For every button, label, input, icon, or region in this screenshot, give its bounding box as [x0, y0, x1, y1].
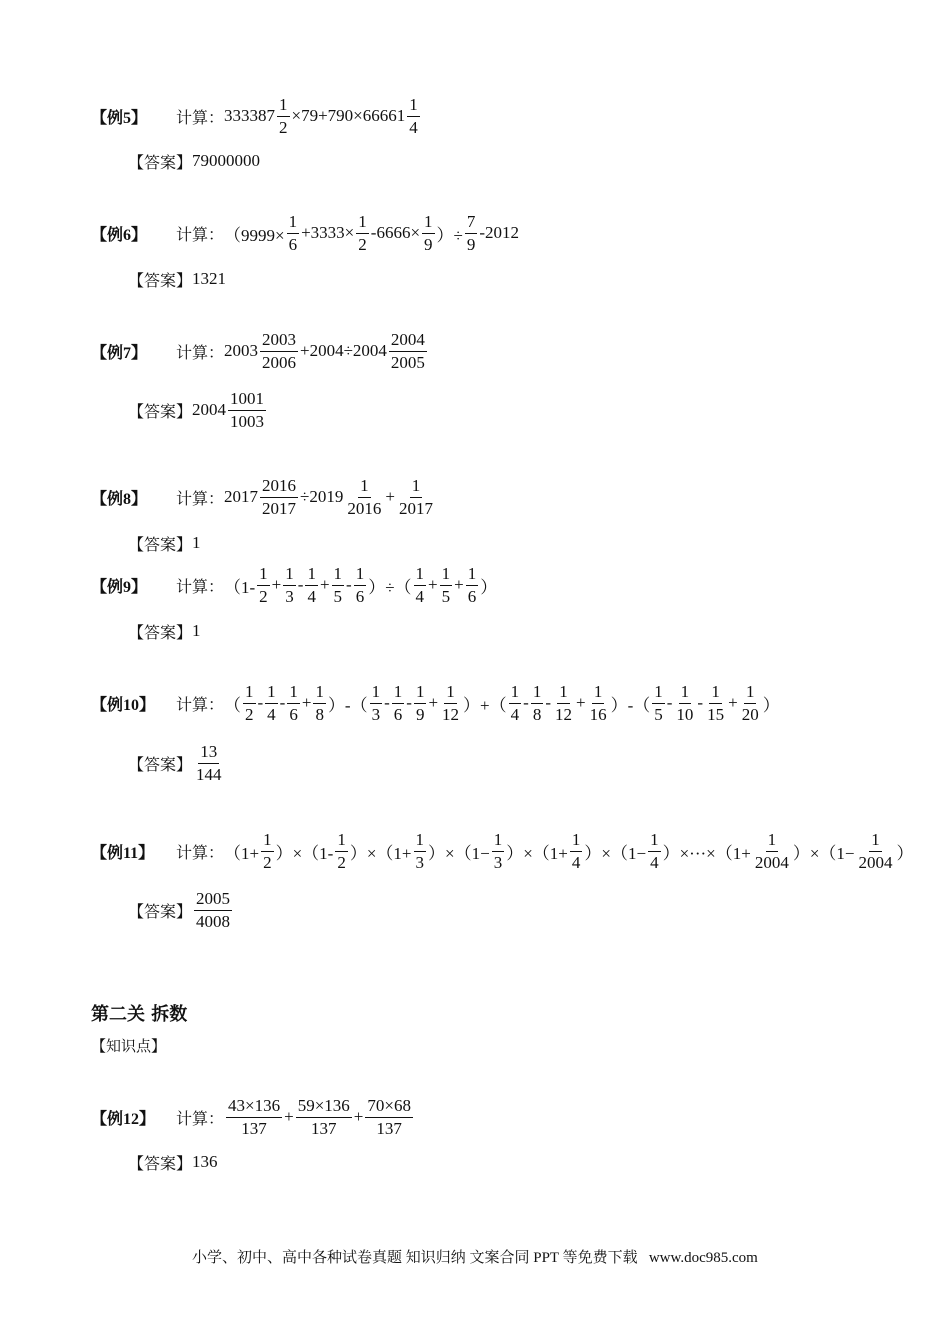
fraction-numerator: 1 [414, 830, 427, 852]
fraction-numerator: 7 [465, 212, 478, 234]
expr-text: + [385, 487, 395, 507]
fraction [332, 564, 345, 606]
fraction-denominator: 137 [376, 1118, 402, 1138]
fraction-numerator: 1001 [228, 389, 266, 411]
fraction [354, 564, 367, 606]
expr-text: ）+（ [463, 695, 507, 715]
expr-text: （9999× [224, 225, 285, 245]
fraction-denominator: 2004 [754, 852, 789, 872]
fraction [389, 330, 427, 372]
fraction-denominator: 5 [654, 704, 663, 724]
fraction-denominator: 6 [288, 234, 298, 254]
fraction [265, 682, 278, 724]
expr-text: -2012 [479, 223, 520, 243]
fraction-denominator: 4 [571, 852, 581, 872]
fraction-denominator: 2 [245, 704, 254, 724]
fraction-numerator: 1 [392, 682, 405, 704]
expr-text: （1- [224, 577, 256, 597]
math-expression [224, 682, 780, 724]
fraction-denominator: 3 [415, 852, 425, 872]
expr-text: ）÷ [436, 225, 463, 245]
expr-text: ）-（ [327, 695, 368, 715]
expr-text: - [297, 575, 304, 595]
fraction-numerator: 1 [709, 682, 722, 704]
fraction [509, 682, 522, 724]
fraction-numerator: 1 [492, 830, 505, 852]
fraction [370, 682, 383, 724]
expr-text: （ [224, 695, 241, 715]
fraction [466, 564, 479, 606]
fraction [570, 830, 583, 872]
expr-text: ）×（1− [428, 843, 490, 863]
fraction [335, 830, 348, 872]
fraction [365, 1096, 413, 1138]
fraction-denominator: 2 [259, 586, 268, 606]
fraction-denominator: 2006 [262, 352, 296, 372]
fraction-denominator: 2016 [347, 498, 382, 518]
fraction-denominator: 4008 [196, 911, 230, 931]
fraction-denominator: 137 [310, 1118, 337, 1138]
fraction [414, 830, 427, 872]
expr-text: + [428, 693, 439, 713]
math-expression [224, 95, 422, 137]
fraction-denominator: 2 [279, 117, 288, 137]
expr-text: + [575, 693, 586, 713]
fraction-numerator: 1 [652, 682, 665, 704]
fraction-numerator: 1 [592, 682, 605, 704]
expr-text: 2017 [224, 487, 258, 507]
example-label: 【例7】 [91, 344, 148, 362]
fraction-numerator: 1 [335, 830, 348, 852]
expr-text: ）×（1+ [506, 843, 568, 863]
expr-text: ）÷（ [368, 577, 412, 597]
fraction-denominator: 6 [355, 586, 365, 606]
fraction-numerator: 1 [531, 682, 544, 704]
fraction-numerator: 1 [766, 830, 779, 852]
fraction [392, 682, 405, 724]
fraction [422, 212, 435, 254]
fraction-numerator: 1 [305, 564, 318, 586]
prompt-label: 计算： [176, 226, 225, 244]
fraction [313, 682, 326, 724]
expr-text: - [384, 693, 390, 713]
fraction-numerator: 1 [313, 682, 326, 704]
prompt-label: 计算： [176, 844, 225, 862]
expr-text: 79000000 [192, 151, 260, 170]
example-label: 【例12】 [91, 1110, 156, 1128]
fraction [345, 476, 383, 518]
answer-label: 【答案】 [128, 1155, 193, 1173]
expr-text: + [728, 693, 738, 713]
fraction [261, 830, 274, 872]
answer-label: 【答案】 [128, 154, 193, 172]
fraction-numerator: 1 [679, 682, 692, 704]
fraction-denominator: 2017 [262, 498, 296, 518]
fraction [287, 682, 300, 724]
expr-text: ）×（1- [275, 843, 334, 863]
answer-value [192, 151, 260, 171]
fraction-denominator: 6 [393, 704, 403, 724]
example-label: 【例8】 [91, 490, 148, 508]
example-label: 【例10】 [91, 696, 156, 714]
prompt-label: 计算： [176, 1110, 225, 1128]
fraction-numerator: 1 [277, 95, 290, 117]
fraction-denominator: 16 [589, 704, 607, 724]
fraction-numerator: 1 [358, 476, 371, 498]
fraction-denominator: 4 [415, 586, 425, 606]
fraction-numerator: 1 [869, 830, 882, 852]
expr-text: - [406, 693, 412, 713]
answer-value [192, 621, 201, 641]
fraction-numerator: 1 [466, 564, 479, 586]
math-expression [224, 830, 914, 872]
fraction-numerator: 1 [287, 682, 300, 704]
expr-text: + [428, 575, 438, 595]
expr-text: + [353, 1107, 364, 1127]
fraction-numerator: 1 [509, 682, 522, 704]
example-label: 【例6】 [91, 226, 148, 244]
fraction-denominator: 9 [415, 704, 425, 724]
fraction-numerator: 13 [198, 742, 219, 764]
expr-text: ） [762, 695, 780, 715]
fraction-denominator: 5 [333, 586, 343, 606]
fraction [296, 1096, 352, 1138]
expr-text: + [301, 693, 312, 713]
fraction-numerator: 2016 [260, 476, 298, 498]
fraction-denominator: 2 [337, 852, 346, 872]
fraction [356, 212, 369, 254]
fraction-denominator: 3 [285, 586, 294, 606]
expr-text: - [545, 693, 551, 713]
fraction-numerator: 1 [414, 564, 427, 586]
answer-label: 【答案】 [128, 536, 193, 554]
example-label: 【例11】 [91, 844, 155, 862]
expr-text: +3333× [301, 223, 355, 243]
fraction-denominator: 3 [371, 704, 381, 724]
fraction-numerator: 1 [440, 564, 453, 586]
expr-text: 1 [192, 621, 201, 640]
fraction-denominator: 4 [510, 704, 520, 724]
expr-text: + [271, 575, 282, 595]
fraction-numerator: 2004 [389, 330, 427, 352]
fraction-numerator: 1 [332, 564, 345, 586]
fraction [705, 682, 726, 724]
fraction [226, 1096, 282, 1138]
fraction [857, 830, 895, 872]
fraction [407, 95, 420, 137]
prompt-label: 计算： [176, 344, 225, 362]
math-expression [224, 212, 519, 254]
answer-label: 【答案】 [128, 756, 193, 774]
expr-text: - [697, 693, 704, 713]
fraction-numerator: 1 [261, 830, 274, 852]
expr-text: ）×（1− [792, 843, 855, 863]
expr-text: ）×（1− [584, 843, 647, 863]
fraction-denominator: 2 [263, 852, 272, 872]
fraction-denominator: 1003 [230, 411, 264, 431]
fraction-denominator: 9 [466, 234, 476, 254]
answer-value [192, 533, 201, 553]
expr-text: + [454, 575, 464, 595]
expr-text: ） [896, 843, 914, 863]
fraction [465, 212, 478, 254]
fraction [531, 682, 544, 724]
fraction-denominator: 12 [442, 704, 460, 724]
fraction-numerator: 1 [557, 682, 570, 704]
prompt-label: 计算： [176, 578, 225, 596]
fraction [652, 682, 665, 724]
answer-value [192, 889, 234, 931]
fraction [414, 682, 427, 724]
fraction [440, 564, 453, 606]
prompt-label: 计算： [176, 696, 225, 714]
fraction [492, 830, 505, 872]
fraction-numerator: 1 [410, 476, 423, 498]
answer-value [192, 389, 268, 431]
expr-text: + [284, 1107, 294, 1127]
answer-label: 【答案】 [128, 403, 193, 421]
fraction-denominator: 15 [707, 704, 725, 724]
fraction-denominator: 5 [441, 586, 451, 606]
fraction-numerator: 1 [444, 682, 457, 704]
knowledge-point-label: 【知识点】 [91, 1038, 167, 1055]
fraction [228, 389, 266, 431]
fraction-numerator: 1 [265, 682, 278, 704]
expr-text: - [666, 693, 673, 713]
fraction-numerator: 1 [370, 682, 383, 704]
expr-text: + [319, 575, 330, 595]
fraction [277, 95, 290, 137]
example-label: 【例5】 [91, 109, 148, 127]
fraction-denominator: 12 [554, 704, 572, 724]
fraction-denominator: 2017 [398, 498, 433, 518]
expr-text: - [257, 693, 264, 713]
fraction-denominator: 4 [307, 586, 316, 606]
math-expression [224, 476, 437, 518]
fraction-denominator: 6 [289, 704, 298, 724]
fraction-denominator: 8 [532, 704, 542, 724]
fraction-denominator: 10 [676, 704, 694, 724]
fraction-denominator: 4 [650, 852, 659, 872]
expr-text: ÷2019 [300, 487, 344, 507]
fraction-denominator: 137 [241, 1118, 267, 1138]
expr-text: ×79+790×66661 [291, 106, 406, 126]
fraction-numerator: 1 [648, 830, 661, 852]
fraction-numerator: 59×136 [296, 1096, 352, 1118]
answer-value [192, 742, 226, 784]
fraction-numerator: 1 [570, 830, 583, 852]
fraction [194, 742, 224, 784]
fraction [257, 564, 270, 606]
expr-text: 333387 [224, 106, 275, 126]
fraction-numerator: 1 [407, 95, 420, 117]
fraction-denominator: 3 [493, 852, 503, 872]
fraction-denominator: 8 [315, 704, 324, 724]
expr-text: 2004 [192, 400, 226, 420]
prompt-label: 计算： [176, 109, 225, 127]
fraction-denominator: 4 [267, 704, 276, 724]
fraction [287, 212, 300, 254]
fraction-numerator: 1 [414, 682, 427, 704]
section-title: 第二关 拆数 [91, 1004, 188, 1025]
example-label: 【例9】 [91, 578, 148, 596]
fraction [674, 682, 695, 724]
answer-label: 【答案】 [128, 272, 193, 290]
fraction [648, 830, 661, 872]
answer-value [192, 269, 226, 289]
expr-text: 1 [192, 533, 201, 552]
fraction [553, 682, 574, 724]
fraction [243, 682, 256, 724]
fraction-numerator: 2005 [194, 889, 232, 911]
fraction-denominator: 2 [358, 234, 367, 254]
expr-text: -6666× [370, 223, 421, 243]
fraction-numerator: 1 [356, 212, 369, 234]
fraction-numerator: 70×68 [365, 1096, 413, 1118]
fraction-denominator: 2005 [390, 352, 425, 372]
answer-value [192, 1152, 218, 1172]
fraction-denominator: 4 [409, 117, 418, 137]
expr-text: ）×（1+ [349, 843, 412, 863]
expr-text: - [523, 693, 529, 713]
fraction [260, 330, 298, 372]
math-expression [224, 1096, 415, 1138]
fraction-numerator: 1 [744, 682, 757, 704]
footer-text: 小学、初中、高中各种试卷真题 知识归纳 文案合同 PPT 等免费下载 www.doc985.com [192, 1249, 758, 1266]
expr-text: ） [480, 577, 498, 597]
expr-text: ）×···×（1+ [662, 843, 751, 863]
fraction-numerator: 1 [354, 564, 367, 586]
fraction [588, 682, 609, 724]
expr-text: ）-（ [610, 695, 651, 715]
fraction [305, 564, 318, 606]
expr-text: +2004÷2004 [300, 341, 387, 361]
fraction [740, 682, 761, 724]
fraction-denominator: 144 [196, 764, 222, 784]
fraction-denominator: 9 [424, 234, 433, 254]
fraction-numerator: 2003 [260, 330, 298, 352]
expr-text: - [279, 693, 286, 713]
expr-text: - [346, 575, 352, 595]
expr-text: 136 [192, 1152, 218, 1171]
fraction [397, 476, 435, 518]
fraction-denominator: 2004 [858, 852, 893, 872]
fraction-numerator: 1 [422, 212, 435, 234]
expr-text: 2003 [224, 341, 258, 361]
fraction-denominator: 20 [741, 704, 759, 724]
math-expression [224, 564, 497, 606]
fraction-numerator: 1 [243, 682, 256, 704]
fraction-numerator: 43×136 [226, 1096, 282, 1118]
fraction [260, 476, 298, 518]
answer-label: 【答案】 [128, 624, 193, 642]
math-expression [224, 330, 429, 372]
fraction [440, 682, 461, 724]
fraction [194, 889, 232, 931]
fraction-numerator: 1 [287, 212, 300, 234]
expr-text: （1+ [224, 843, 260, 863]
fraction [753, 830, 791, 872]
fraction [283, 564, 296, 606]
fraction-numerator: 1 [257, 564, 270, 586]
answer-label: 【答案】 [128, 903, 193, 921]
fraction-denominator: 6 [467, 586, 477, 606]
prompt-label: 计算： [176, 490, 225, 508]
fraction-numerator: 1 [283, 564, 296, 586]
fraction [414, 564, 427, 606]
expr-text: 1321 [192, 269, 226, 288]
